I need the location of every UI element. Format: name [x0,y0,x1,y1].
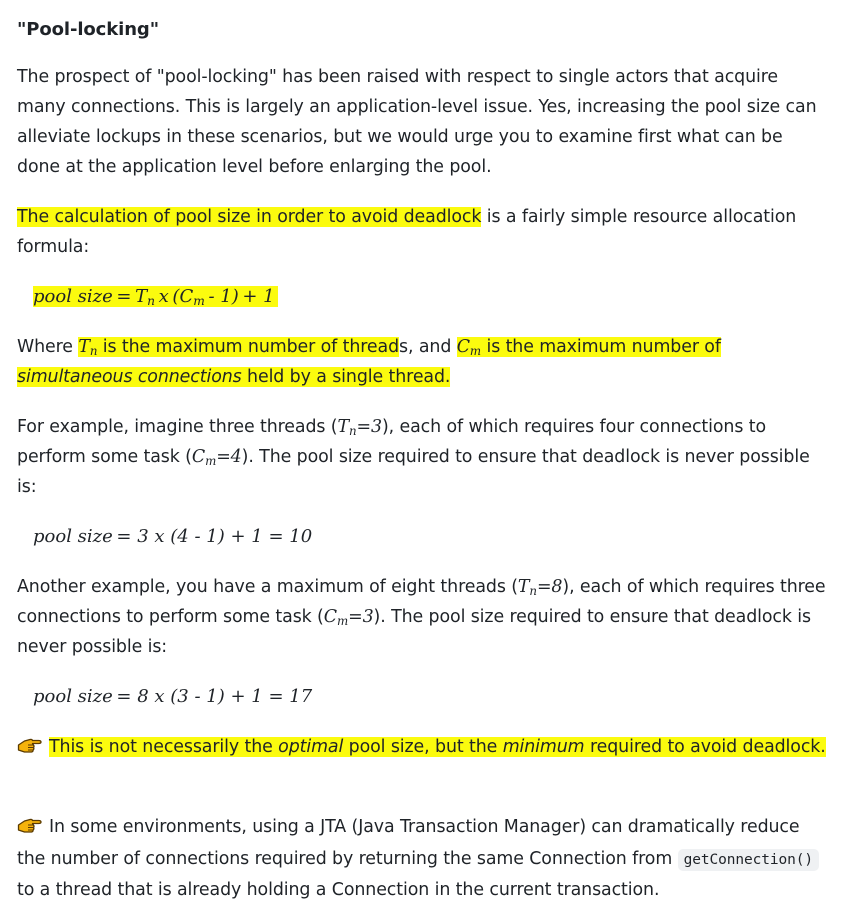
general-formula [33,282,830,312]
highlight: The calculation of pool size in order to avoid deadlock [17,207,482,227]
highlight: $C_m$ is the maximum number of simultaneous connections held by a single thread. [17,337,721,387]
intro-paragraph: The prospect of "pool-locking" has been raised with respect to single actors that acquire many connections. This is largely an application-level issue. Yes, increasing the pool size can alleviate lockups in these scenarios, but we would urge you to examine first what can be done at the application level before enlarging the pool. [17,67,817,177]
variable-definitions: Where $T_n$ is the maximum number of threads, and $C_m$ is the maximum number of simultaneous connections held by a single thread. [17,337,721,387]
example-one-paragraph: For example, imagine three threads $(T_n=3)$, each of which requires four connections to perform some task $(C_m=4)$. The pool size required to ensure that deadlock is never possible is: [17,417,810,497]
highlight: pool size = $T_n$ x $(C_m - 1) + 1$ [33,286,278,307]
inline-code-getconnection: getConnection() [678,849,819,871]
example-one-formula: pool size = 3 x (4 - 1) + 1 = 10 [33,526,313,547]
section-heading: "Pool-locking" [17,19,159,40]
pointing-hand-icon [17,814,43,844]
calculation-paragraph: The calculation of pool size in order to avoid deadlock is a fairly simple resource allocation formula: [17,207,797,257]
note-jta: In some environments, using a JTA (Java Transaction Manager) can dramatically reduce the number of connections required by returning the same Connection from getConnection() to a thread that is already holding a Connection in the current transaction. [17,812,830,905]
example-two-paragraph: Another example, you have a maximum of eight threads $(T_n=8)$, each of which requires three connections to perform some task $(C_m=3)$. The pool size required to ensure that deadlock is never possible is: [17,577,826,657]
highlight: $T_n$ is the maximum number of thread [78,337,400,358]
note-optimal-pool-size [17,732,830,764]
example-two-formula: pool size = 8 x (3 - 1) + 1 = 17 [33,686,313,707]
highlight: This is not necessarily the optimal pool size, but the minimum required to avoid deadlock. [49,737,826,757]
pointing-hand-icon [17,734,43,764]
